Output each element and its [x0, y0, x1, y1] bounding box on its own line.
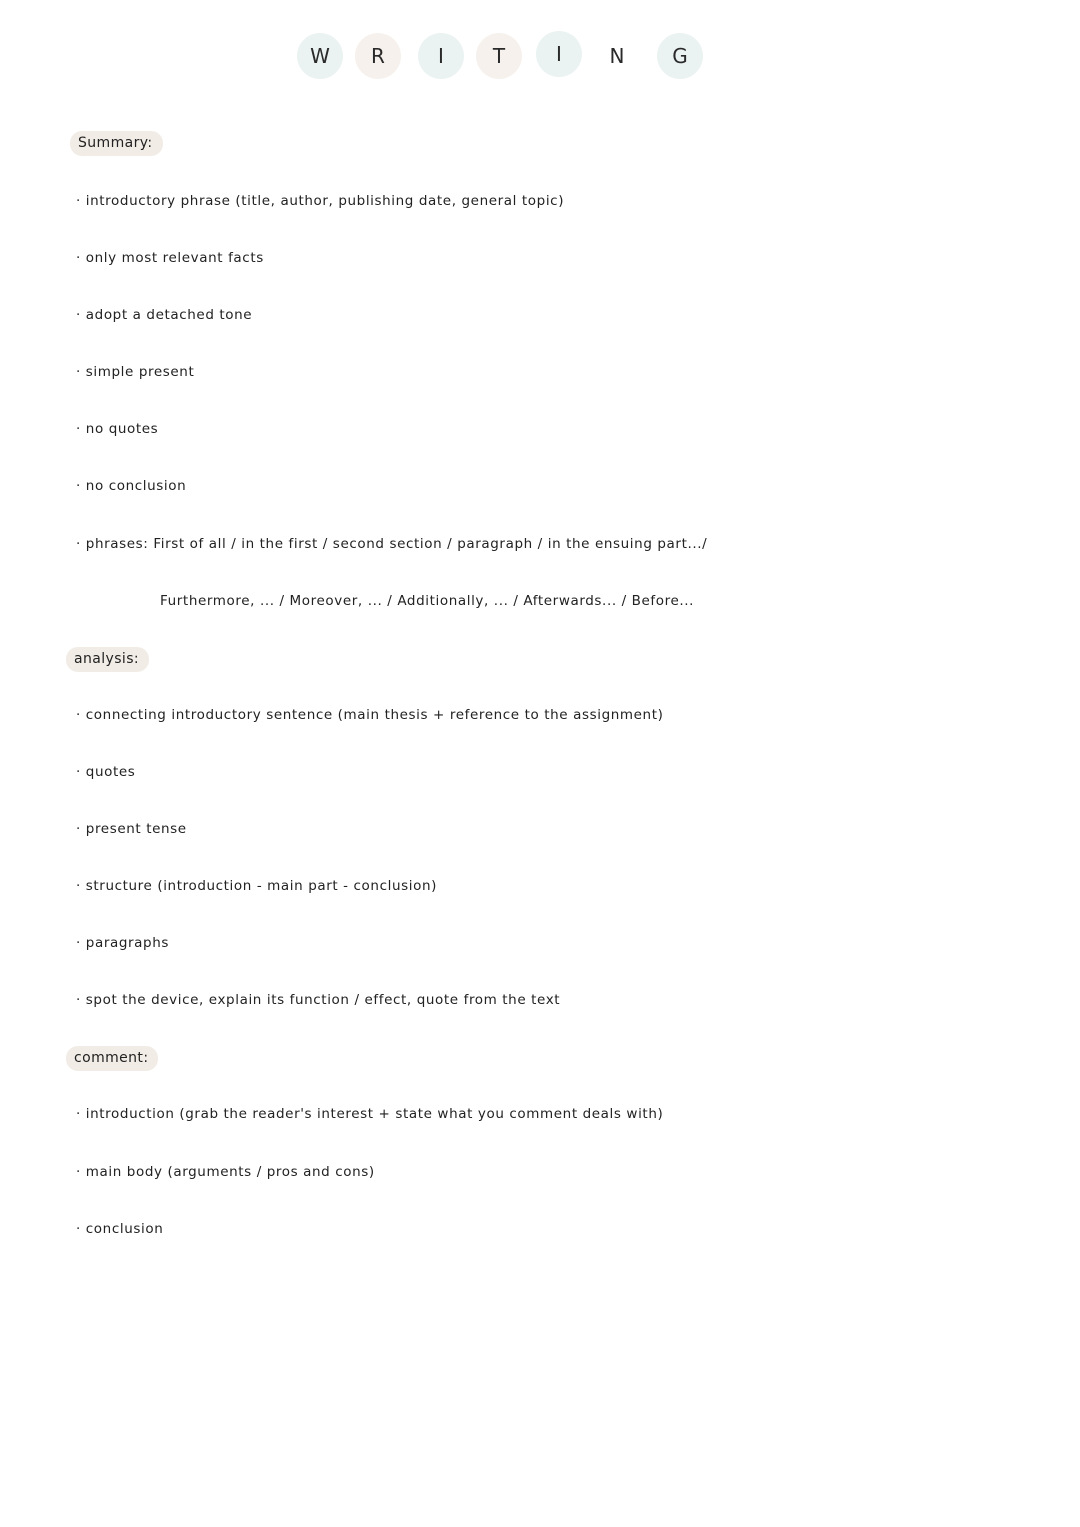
- analysis-item: · connecting introductory sentence (main thesis + reference to the assignment): [76, 707, 664, 723]
- page-title: [0, 0, 1080, 110]
- title-letter: T: [476, 33, 522, 79]
- title-letter: I: [536, 31, 582, 77]
- summary-item: · no quotes: [76, 421, 159, 437]
- summary-heading: Summary:: [70, 131, 163, 156]
- summary-item-continuation: Furthermore, ... / Moreover, ... / Additionally, ... / Afterwards... / Before...: [160, 593, 695, 609]
- title-letter: R: [355, 33, 401, 79]
- title-letter: I: [418, 33, 464, 79]
- summary-item: · only most relevant facts: [76, 250, 264, 266]
- analysis-item: · present tense: [76, 821, 187, 837]
- summary-item: · simple present: [76, 364, 195, 380]
- summary-item: · adopt a detached tone: [76, 307, 253, 323]
- analysis-item: · quotes: [76, 764, 136, 780]
- summary-item: · no conclusion: [76, 478, 187, 494]
- title-letter: G: [657, 33, 703, 79]
- comment-item: · main body (arguments / pros and cons): [76, 1164, 375, 1180]
- comment-item: · introduction (grab the reader's interest + state what you comment deals with): [76, 1106, 664, 1122]
- comment-item: · conclusion: [76, 1221, 164, 1237]
- summary-item: · introductory phrase (title, author, publishing date, general topic): [76, 193, 565, 209]
- analysis-item: · spot the device, explain its function / effect, quote from the text: [76, 992, 561, 1008]
- title-letter: W: [297, 33, 343, 79]
- comment-heading: comment:: [66, 1046, 158, 1071]
- title-letter: N: [594, 33, 640, 79]
- summary-item: · phrases: First of all / in the first / second section / paragraph / in the ensuing part.../: [76, 536, 708, 552]
- analysis-item: · paragraphs: [76, 935, 169, 951]
- analysis-item: · structure (introduction - main part - conclusion): [76, 878, 437, 894]
- analysis-heading: analysis:: [66, 647, 149, 672]
